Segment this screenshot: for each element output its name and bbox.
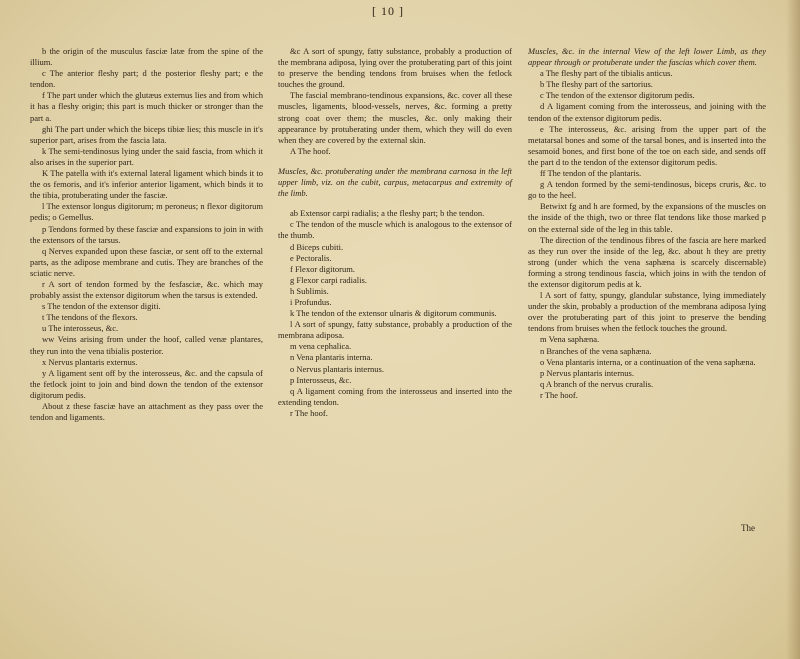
list-item: r The hoof. bbox=[290, 407, 328, 418]
list-item: d Biceps cubiti. bbox=[290, 241, 344, 252]
list-item: h Sublimis. bbox=[290, 285, 329, 296]
paragraph: s The tendon of the extensor digiti. bbox=[42, 301, 161, 312]
paragraph: &c A sort of spungy, fatty substance, probably a production of the membrana adiposa, lying over the protuberating part of this joint to preserve the bending tendons from bruises when the fetlock touches the ground. bbox=[278, 46, 512, 90]
list-item: d A ligament coming from the interosseus, and joining with the tendon of the extensor digitorum pedis. bbox=[528, 101, 766, 123]
paragraph: x Nervus plantaris externus. bbox=[42, 356, 138, 367]
list-item: p Nervus plantaris internus. bbox=[540, 367, 634, 378]
list-item: l A sort of fatty, spungy, glandular substance, lying immediately under the skin, probably a production of the membrana adiposa lying over the protuberating part of this joint to preserve the bending tendons from bruises when the fetlock touches the ground. bbox=[528, 290, 766, 334]
list-item: o Vena plantaris interna, or a continuation of the vena saphæna. bbox=[540, 356, 756, 367]
list-item: i Profundus. bbox=[290, 296, 332, 307]
paragraph: b the origin of the musculus fasciæ latæ from the spine of the illium. bbox=[30, 46, 263, 68]
list-item: m Vena saphæna. bbox=[540, 334, 600, 345]
list-item: b The fleshy part of the sartorius. bbox=[540, 79, 653, 90]
paragraph: A The hoof. bbox=[290, 145, 331, 156]
paragraph: k The semi-tendinosus lying under the said fascia, from which it also arises in the superior part. bbox=[30, 145, 263, 167]
left-column bbox=[30, 46, 263, 423]
paragraph: K The patella with it's external lateral ligament which binds it to the os femoris, and it's inferior anterior ligament, which binds it to the tibia, protuberating under the fasciæ. bbox=[30, 168, 263, 201]
list-item: e The interosseus, &c. arising from the upper part of the metatarsal bones and some of the tarsal bones, and is inserted into the sesamoid bones, and first bone of the toe on each side, and sends off the part d to the tendon of the extensor digitorum pedis. bbox=[528, 123, 766, 167]
list-item: n Branches of the vena saphæna. bbox=[540, 345, 652, 356]
paragraph: c The anterior fleshy part; d the posterior fleshy part; e the tendon. bbox=[30, 68, 263, 90]
list-item: n Vena plantaris interna. bbox=[290, 352, 373, 363]
list-item: g A tendon formed by the semi-tendinosus, biceps cruris, &c. to go to the heel. bbox=[528, 179, 766, 201]
list-item: g Flexor carpi radialis. bbox=[290, 274, 367, 285]
paragraph: ww Veins arising from under the hoof, called venæ plantares, they run into the vena tibialis posterior. bbox=[30, 334, 263, 356]
paragraph: ghi The part under which the biceps tibiæ lies; this muscle in it's superior part, arises from the fascia lata. bbox=[30, 123, 263, 145]
spacer bbox=[278, 199, 512, 208]
list-item: c The tendon of the muscle which is analogous to the extensor of the thumb. bbox=[278, 219, 512, 241]
paragraph: l The extensor longus digitorum; m peroneus; n flexor digitorum pedis; o Gemellus. bbox=[30, 201, 263, 223]
middle-column bbox=[278, 46, 512, 419]
section-heading: Muscles, &c. in the internal View of the left lower Limb, as they appear through or protuberate under the fascias which cover them. bbox=[528, 46, 766, 68]
paragraph: q Nerves expanded upon these fasciæ, or sent off to the external parts, as the adipose membrane and cutis. They are branches of the sciatic nerve. bbox=[30, 245, 263, 278]
list-item: q A ligament coming from the interosseus and inserted into the extending tendon. bbox=[278, 385, 512, 407]
right-column bbox=[528, 46, 766, 401]
section-heading: Muscles, &c. protuberating under the membrana carnosa in the left upper limb, viz. on the cubit, carpus, metacarpus and extremity of the limb. bbox=[278, 165, 512, 199]
list-item: l A sort of spungy, fatty substance, probably a production of the membrana adiposa. bbox=[278, 319, 512, 341]
list-item: q A branch of the nervus cruralis. bbox=[540, 378, 654, 389]
page-edge-shadow bbox=[786, 0, 800, 659]
paragraph: y A ligament sent off by the interosseus, &c. and the capsula of the fetlock joint to join and bind down the tendon of the extensor digitorum pedis. bbox=[30, 367, 263, 400]
paragraph: t The tendons of the flexors. bbox=[42, 312, 138, 323]
list-item: The direction of the tendinous fibres of the fascia are here marked as they run over the inside of the leg, &c. about h they are pretty strong (under which the vena saphæna is scarcely discernable) forming a strong tendinous fascia, which joins in with the tendon of the extensor digitorum pedis at k. bbox=[528, 234, 766, 289]
list-item: c The tendon of the extensor digitorum pedis. bbox=[540, 90, 695, 101]
list-item: e Pectoralis. bbox=[290, 252, 332, 263]
paragraph: u The interosseus, &c. bbox=[42, 323, 119, 334]
paragraph: About z these fasciæ have an attachment as they pass over the tendon and ligaments. bbox=[30, 401, 263, 423]
list-item: f Flexor digitorum. bbox=[290, 263, 355, 274]
list-item: Betwixt fg and h are formed, by the expansions of the muscles on the inside of the thigh, two or three flat tendons like those marked p on the external side of the leg in this table. bbox=[528, 201, 766, 234]
list-item: ff The tendon of the plantaris. bbox=[540, 168, 642, 179]
list-item: o Nervus plantaris internus. bbox=[290, 363, 384, 374]
spacer bbox=[278, 157, 512, 166]
list-item: r The hoof. bbox=[540, 389, 578, 400]
paragraph: p Tendons formed by these fasciæ and expansions to join in with the extensors of the tarsus. bbox=[30, 223, 263, 245]
catchword: The bbox=[741, 523, 755, 533]
page-number: [ 10 ] bbox=[372, 4, 404, 18]
list-item: a The fleshy part of the tibialis anticus. bbox=[540, 68, 673, 79]
paragraph: The fascial membrano-tendinous expansions, &c. cover all these muscles, ligaments, blood-vessels, nerves, &c. forming a pretty strong coat over them; the muscles, &c. only making their appearance by protuberating under them, which they will do even when they are covered by the external skin. bbox=[278, 90, 512, 145]
list-item: k The tendon of the extensor ulnaris & digitorum communis. bbox=[290, 308, 497, 319]
paragraph: r A sort of tendon formed by the fesfasciæ, &c. which may probably assist the extensor digitorum when the tarsus is extended. bbox=[30, 278, 263, 301]
list-item: m vena cephalica. bbox=[290, 341, 352, 352]
list-item: p Interosseus, &c. bbox=[290, 374, 352, 385]
list-item: ab Extensor carpi radialis; a the fleshy part; b the tendon. bbox=[290, 208, 485, 219]
paragraph: f The part under which the glutæus externus lies and from which it has a fleshy origin; this part is much thicker or stronger than the part a. bbox=[30, 90, 263, 123]
